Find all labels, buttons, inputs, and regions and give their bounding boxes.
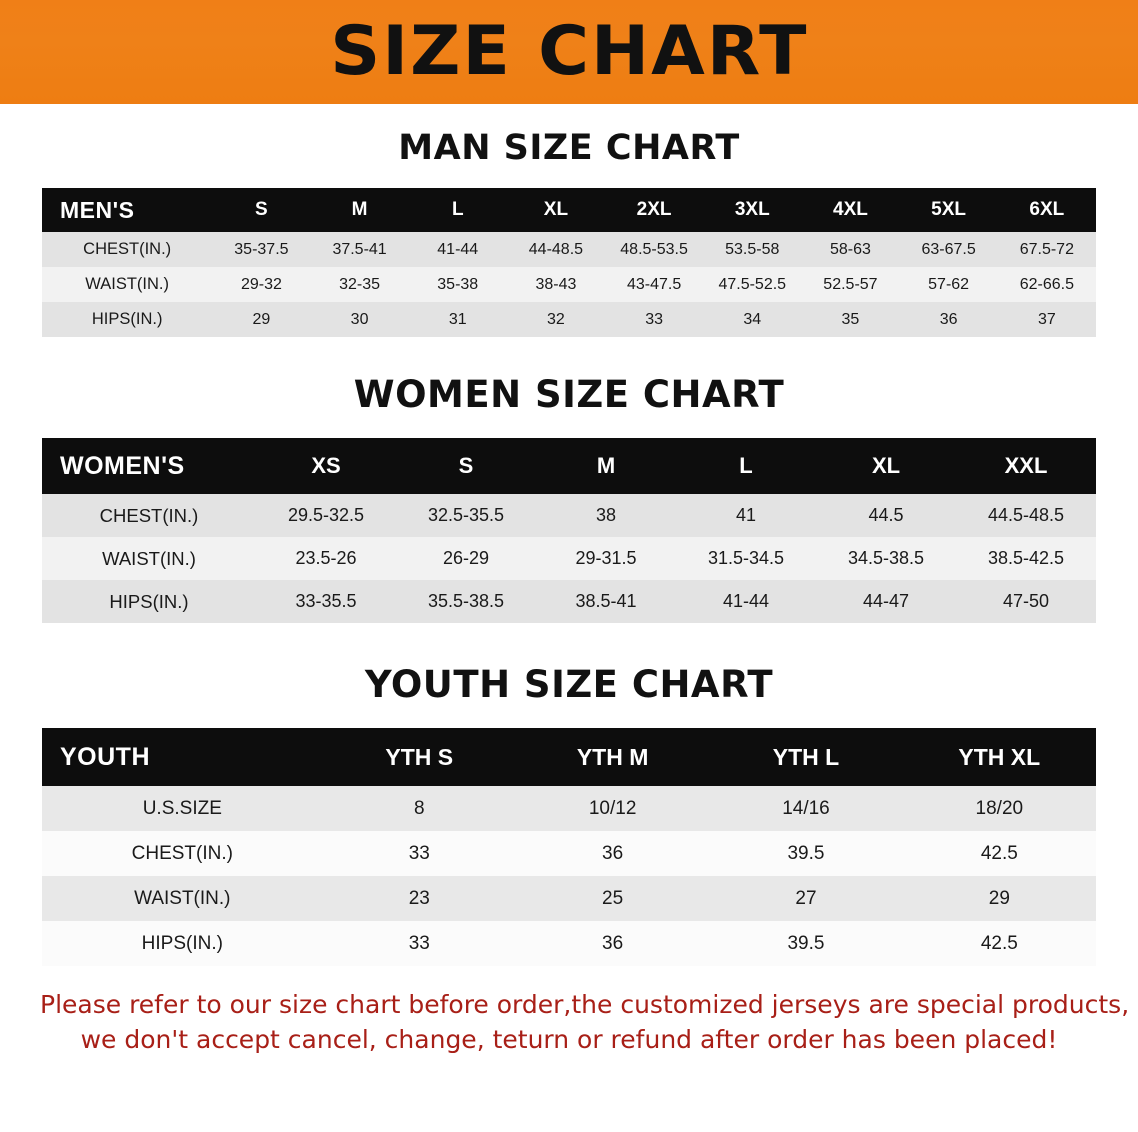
table-row xyxy=(42,921,1096,966)
header-cell: 2XL xyxy=(605,188,703,232)
table-cell: 29 xyxy=(903,876,1096,921)
table-cell: 31 xyxy=(409,302,507,337)
man-table-wrap xyxy=(42,188,1096,337)
women-table-wrap xyxy=(42,438,1096,623)
header-cell: 5XL xyxy=(900,188,998,232)
header-cell: YTH M xyxy=(516,728,709,786)
table-cell: 34.5-38.5 xyxy=(816,537,956,580)
table-cell: 37.5-41 xyxy=(310,232,408,267)
header-cell: XXL xyxy=(956,438,1096,494)
header-cell: 4XL xyxy=(801,188,899,232)
table-cell: 35-37.5 xyxy=(212,232,310,267)
youth-size-table xyxy=(42,728,1096,966)
table-cell: 47-50 xyxy=(956,580,1096,623)
table-cell: 36 xyxy=(900,302,998,337)
header-cell: L xyxy=(676,438,816,494)
table-cell: 42.5 xyxy=(903,831,1096,876)
header-cell: XL xyxy=(816,438,956,494)
table-cell: 29-32 xyxy=(212,267,310,302)
table-cell: 52.5-57 xyxy=(801,267,899,302)
table-cell: 35 xyxy=(801,302,899,337)
header-cell: YTH S xyxy=(323,728,516,786)
table-cell: 62-66.5 xyxy=(998,267,1096,302)
table-cell: 44-47 xyxy=(816,580,956,623)
table-cell: 36 xyxy=(516,921,709,966)
note-line-1: Please refer to our size chart before order,the customized jerseys are special products, xyxy=(40,990,1130,1019)
header-cell: YTH XL xyxy=(903,728,1096,786)
header-cell: L xyxy=(409,188,507,232)
table-cell: 41-44 xyxy=(409,232,507,267)
table-cell: 32-35 xyxy=(310,267,408,302)
row-label: CHEST(IN.) xyxy=(42,831,323,876)
table-cell: 30 xyxy=(310,302,408,337)
table-cell: 44.5-48.5 xyxy=(956,494,1096,537)
table-cell: 48.5-53.5 xyxy=(605,232,703,267)
table-cell: 33-35.5 xyxy=(256,580,396,623)
table-row xyxy=(42,302,1096,337)
man-section-title: MAN SIZE CHART xyxy=(398,128,740,168)
table-cell: 47.5-52.5 xyxy=(703,267,801,302)
table-cell: 38 xyxy=(536,494,676,537)
table-header-row xyxy=(42,438,1096,494)
table-cell: 44-48.5 xyxy=(507,232,605,267)
row-label: HIPS(IN.) xyxy=(42,302,212,337)
banner-title: SIZE CHART xyxy=(329,12,809,91)
note-line-2: we don't accept cancel, change, teturn or refund after order has been placed! xyxy=(80,1024,1058,1054)
row-label: CHEST(IN.) xyxy=(42,494,256,537)
header-cell: M xyxy=(536,438,676,494)
table-cell: 29 xyxy=(212,302,310,337)
table-cell: 23 xyxy=(323,876,516,921)
table-cell: 8 xyxy=(323,786,516,831)
table-cell: 38.5-41 xyxy=(536,580,676,623)
banner xyxy=(0,0,1138,104)
header-cell: YOUTH xyxy=(42,728,323,786)
table-cell: 35-38 xyxy=(409,267,507,302)
table-row xyxy=(42,494,1096,537)
table-cell: 36 xyxy=(516,831,709,876)
table-row xyxy=(42,876,1096,921)
header-cell: XL xyxy=(507,188,605,232)
table-cell: 38-43 xyxy=(507,267,605,302)
row-label: WAIST(IN.) xyxy=(42,876,323,921)
table-cell: 37 xyxy=(998,302,1096,337)
row-label: CHEST(IN.) xyxy=(42,232,212,267)
table-cell: 33 xyxy=(605,302,703,337)
header-cell: 6XL xyxy=(998,188,1096,232)
youth-table-wrap xyxy=(42,728,1096,966)
row-label: WAIST(IN.) xyxy=(42,267,212,302)
table-cell: 58-63 xyxy=(801,232,899,267)
table-cell: 63-67.5 xyxy=(900,232,998,267)
table-cell: 26-29 xyxy=(396,537,536,580)
header-cell: S xyxy=(212,188,310,232)
header-cell: 3XL xyxy=(703,188,801,232)
table-cell: 33 xyxy=(323,831,516,876)
table-cell: 67.5-72 xyxy=(998,232,1096,267)
table-cell: 42.5 xyxy=(903,921,1096,966)
table-cell: 10/12 xyxy=(516,786,709,831)
table-cell: 53.5-58 xyxy=(703,232,801,267)
youth-section-title: YOUTH SIZE CHART xyxy=(364,663,774,706)
table-cell: 43-47.5 xyxy=(605,267,703,302)
table-cell: 23.5-26 xyxy=(256,537,396,580)
table-cell: 41 xyxy=(676,494,816,537)
header-cell: M xyxy=(310,188,408,232)
table-cell: 29.5-32.5 xyxy=(256,494,396,537)
table-cell: 32.5-35.5 xyxy=(396,494,536,537)
header-cell: XS xyxy=(256,438,396,494)
disclaimer-note xyxy=(40,988,1130,1057)
table-row xyxy=(42,786,1096,831)
row-label: HIPS(IN.) xyxy=(42,580,256,623)
women-size-table xyxy=(42,438,1096,623)
table-cell: 57-62 xyxy=(900,267,998,302)
table-cell: 35.5-38.5 xyxy=(396,580,536,623)
table-cell: 39.5 xyxy=(709,831,902,876)
header-cell: S xyxy=(396,438,536,494)
table-cell: 18/20 xyxy=(903,786,1096,831)
row-label: HIPS(IN.) xyxy=(42,921,323,966)
table-cell: 31.5-34.5 xyxy=(676,537,816,580)
table-cell: 39.5 xyxy=(709,921,902,966)
table-cell: 33 xyxy=(323,921,516,966)
table-cell: 27 xyxy=(709,876,902,921)
header-cell: YTH L xyxy=(709,728,902,786)
table-cell: 41-44 xyxy=(676,580,816,623)
table-row xyxy=(42,537,1096,580)
header-cell: MEN'S xyxy=(42,188,212,232)
table-row xyxy=(42,580,1096,623)
women-section-title: WOMEN SIZE CHART xyxy=(353,373,785,416)
man-size-table xyxy=(42,188,1096,337)
row-label: U.S.SIZE xyxy=(42,786,323,831)
table-header-row xyxy=(42,188,1096,232)
table-header-row xyxy=(42,728,1096,786)
table-row xyxy=(42,267,1096,302)
table-row xyxy=(42,232,1096,267)
table-row xyxy=(42,831,1096,876)
table-cell: 14/16 xyxy=(709,786,902,831)
header-cell: WOMEN'S xyxy=(42,438,256,494)
table-cell: 25 xyxy=(516,876,709,921)
table-cell: 32 xyxy=(507,302,605,337)
table-cell: 29-31.5 xyxy=(536,537,676,580)
table-cell: 38.5-42.5 xyxy=(956,537,1096,580)
row-label: WAIST(IN.) xyxy=(42,537,256,580)
table-cell: 34 xyxy=(703,302,801,337)
table-cell: 44.5 xyxy=(816,494,956,537)
